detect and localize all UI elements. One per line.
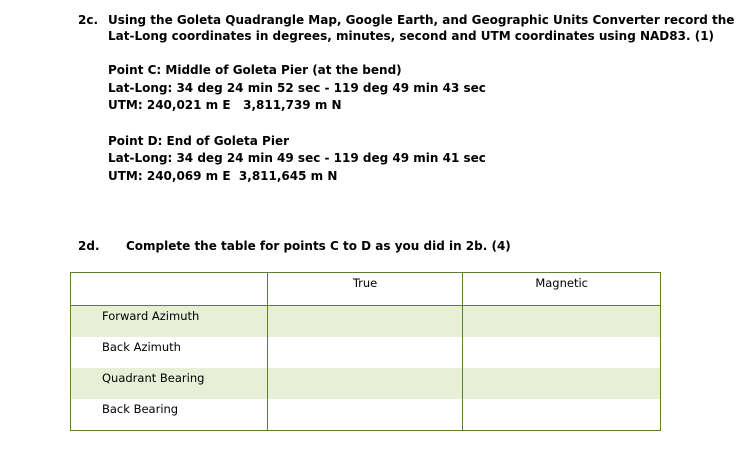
header-true: True xyxy=(267,273,463,306)
cell-quadrant-bearing-magnetic[interactable] xyxy=(463,368,661,399)
point-c-utm: UTM: 240,021 m E 3,811,739 m N xyxy=(108,98,342,112)
bearing-table xyxy=(70,272,661,431)
cell-back-azimuth-magnetic[interactable] xyxy=(463,337,661,368)
table-row xyxy=(71,399,661,431)
question-2d-text: Complete the table for points C to D as you did in 2b. (4) xyxy=(126,239,511,253)
cell-quadrant-bearing-true[interactable] xyxy=(267,368,463,399)
cell-back-azimuth-true[interactable] xyxy=(267,337,463,368)
row-label-back-azimuth: Back Azimuth xyxy=(71,337,268,368)
cell-back-bearing-magnetic[interactable] xyxy=(463,399,661,431)
cell-forward-azimuth-magnetic[interactable] xyxy=(463,306,661,338)
question-number-2c: 2c. xyxy=(78,13,99,27)
table-row xyxy=(71,337,661,368)
point-d-latlong: Lat-Long: 34 deg 24 min 49 sec - 119 deg 49 min 41 sec xyxy=(108,151,486,165)
question-2c-line-1: Using the Goleta Quadrangle Map, Google Earth, and Geographic Units Converter record the xyxy=(108,13,735,27)
point-d-title: Point D: End of Goleta Pier xyxy=(108,134,290,148)
point-c-title: Point C: Middle of Goleta Pier (at the bend) xyxy=(108,63,402,77)
row-label-back-bearing: Back Bearing xyxy=(71,399,268,431)
row-label-quadrant-bearing: Quadrant Bearing xyxy=(71,368,268,399)
question-number-2d: 2d. xyxy=(78,239,100,253)
point-d-utm: UTM: 240,069 m E 3,811,645 m N xyxy=(108,169,338,183)
cell-back-bearing-true[interactable] xyxy=(267,399,463,431)
point-c-latlong: Lat-Long: 34 deg 24 min 52 sec - 119 deg 49 min 43 sec xyxy=(108,81,486,95)
cell-forward-azimuth-true[interactable] xyxy=(267,306,463,338)
table-row xyxy=(71,306,661,338)
question-2c-line-2: Lat-Long coordinates in degrees, minutes, second and UTM coordinates using NAD83. (1) xyxy=(108,29,715,43)
table-header-row xyxy=(71,273,661,306)
row-label-forward-azimuth: Forward Azimuth xyxy=(71,306,268,338)
header-cell-empty xyxy=(71,273,268,306)
header-magnetic: Magnetic xyxy=(463,273,661,306)
table-row xyxy=(71,368,661,399)
